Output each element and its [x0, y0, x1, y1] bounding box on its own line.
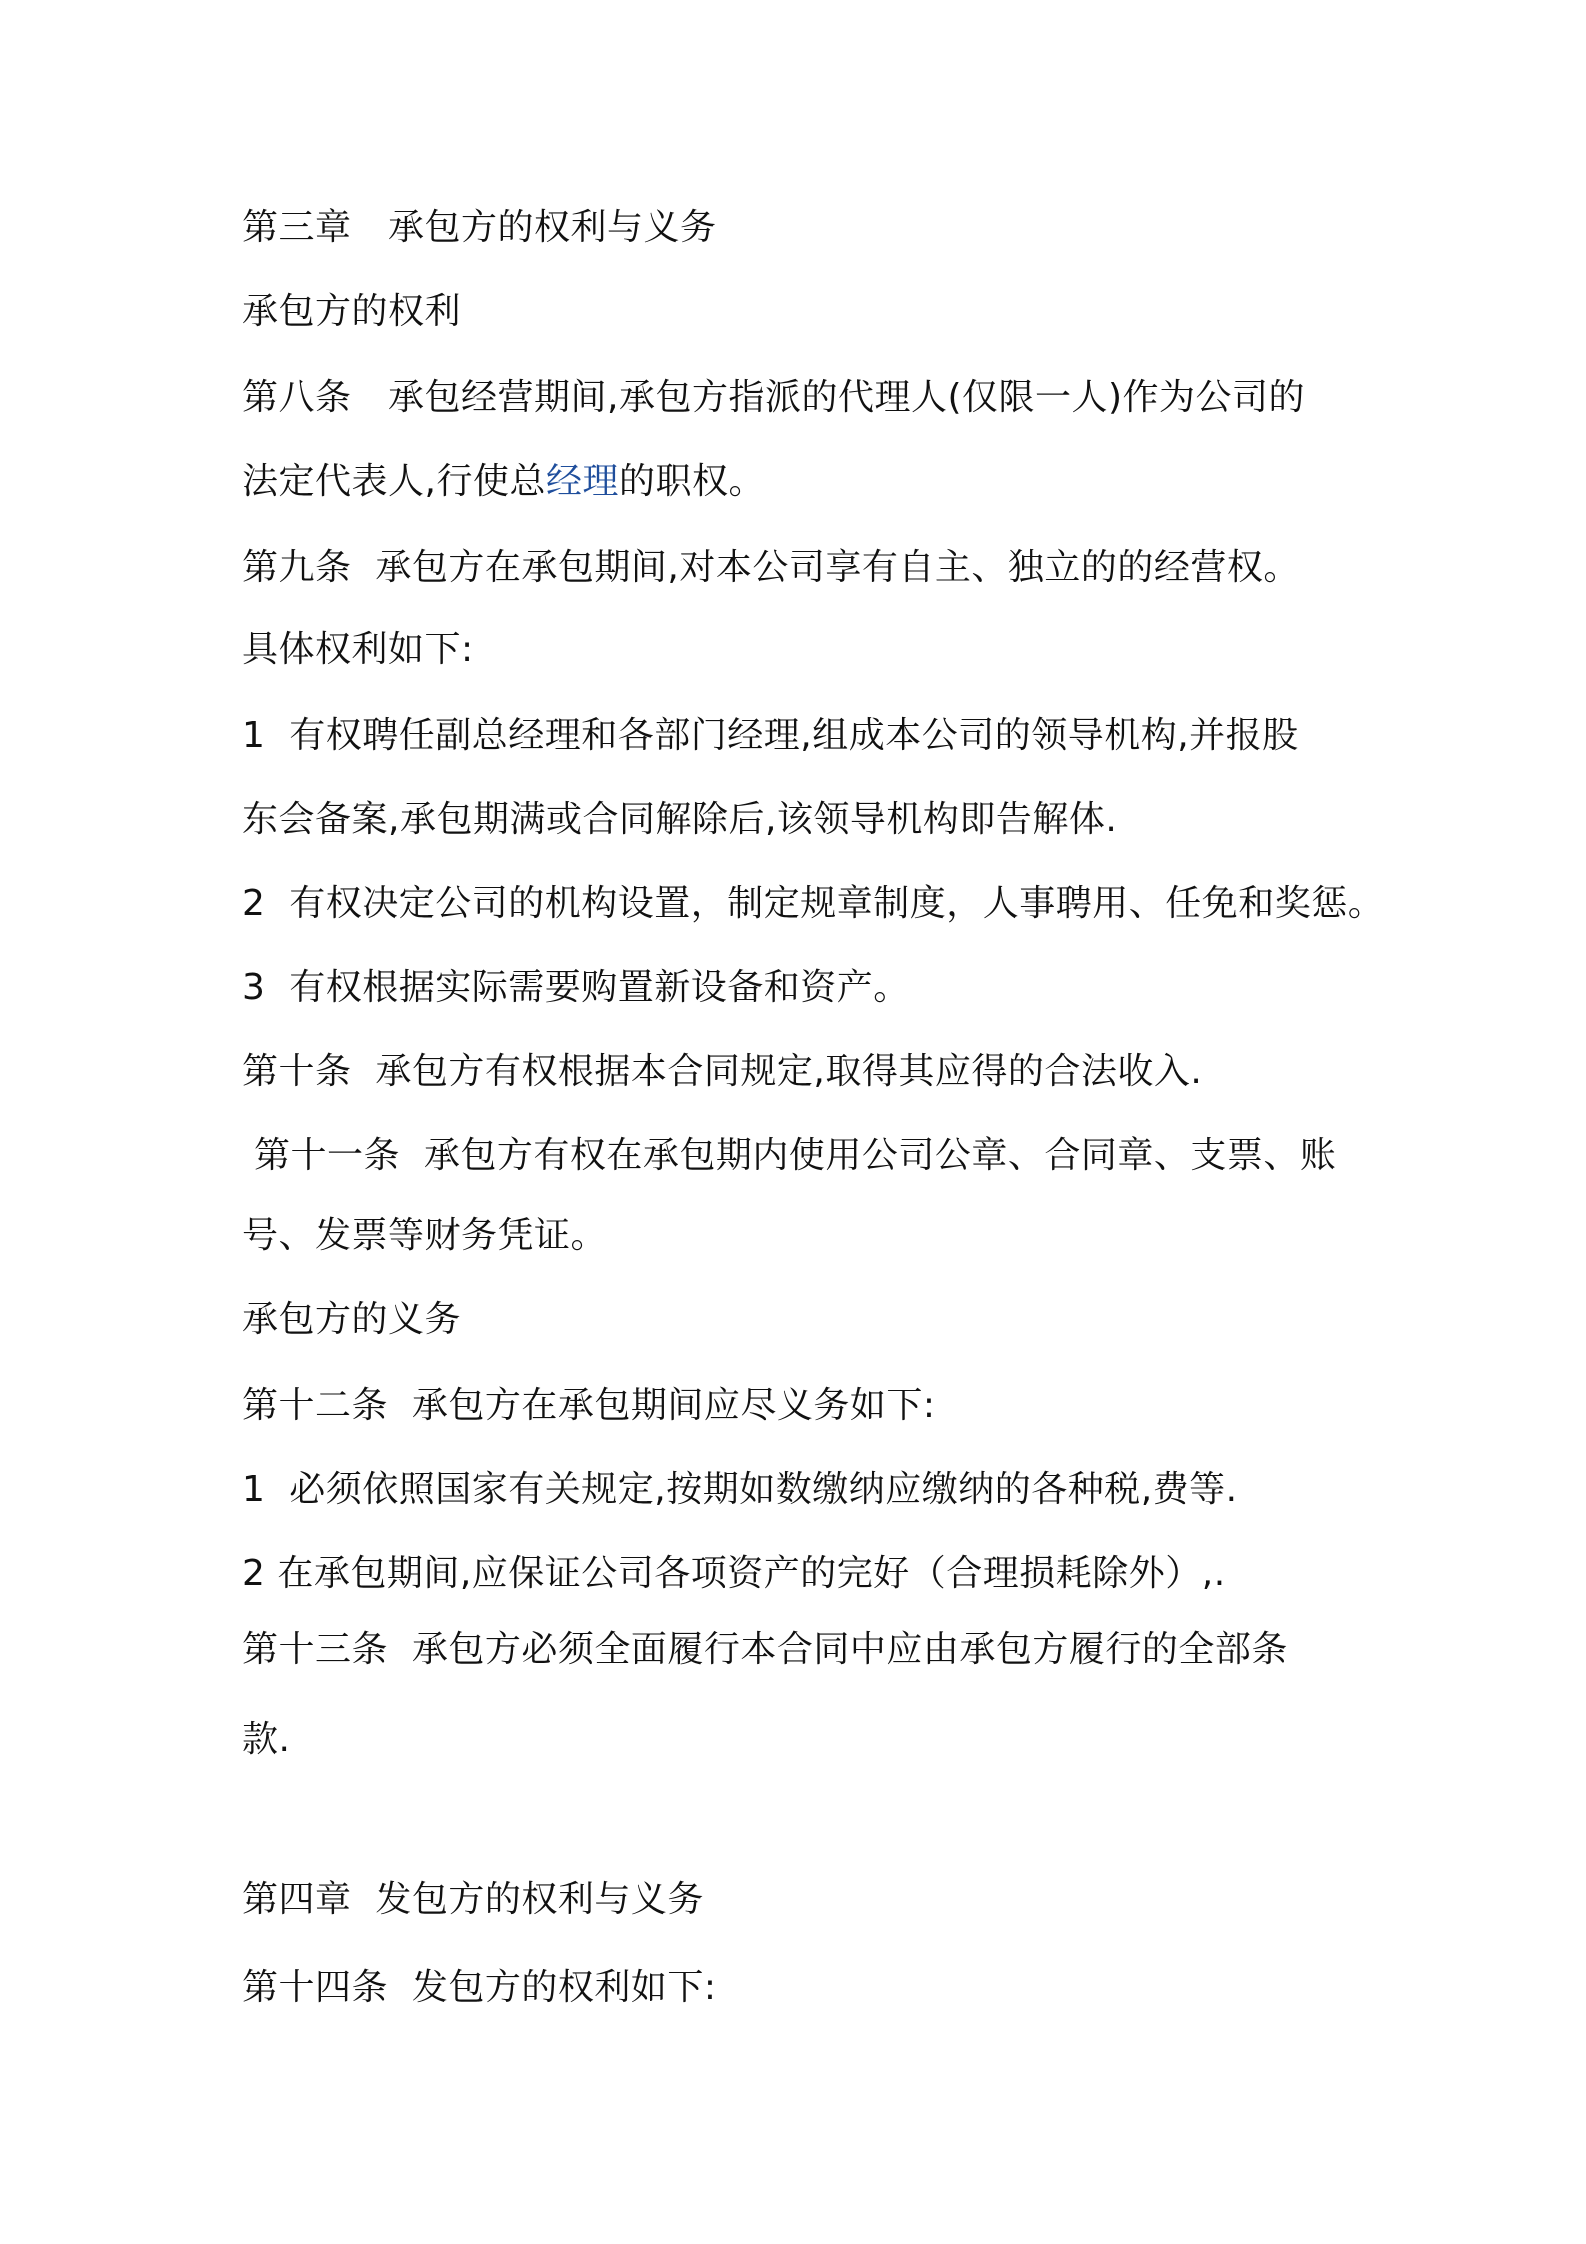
article-13-line-1: 第十三条 承包方必须全面履行本合同中应由承包方履行的全部条: [242, 1629, 1288, 1670]
manager-link[interactable]: 经理: [545, 461, 619, 502]
right-2: 2 有权决定公司的机构设置，制定规章制度，人事聘用、任免和奖惩。: [242, 883, 1385, 924]
article-9-line-2: 具体权利如下:: [242, 629, 474, 670]
article-13-line-2: 款.: [242, 1719, 291, 1760]
obligation-2: 2 在承包期间,应保证公司各项资产的完好（合理损耗除外）,.: [242, 1553, 1226, 1594]
right-1-line-2: 东会备案,承包期满或合同解除后,该领导机构即告解体.: [242, 799, 1118, 840]
chapter-3-heading: 第三章 承包方的权利与义务: [242, 207, 717, 248]
obligation-1: 1 必须依照国家有关规定,按期如数缴纳应缴纳的各种税,费等.: [242, 1469, 1238, 1510]
article-12: 第十二条 承包方在承包期间应尽义务如下:: [242, 1385, 936, 1426]
article-8-line-2: [242, 460, 765, 504]
article-11-line-1: 第十一条 承包方有权在承包期内使用公司公章、合同章、支票、账: [242, 1135, 1337, 1176]
right-3: 3 有权根据实际需要购置新设备和资产。: [242, 967, 910, 1008]
article-10: 第十条 承包方有权根据本合同规定,取得其应得的合法收入.: [242, 1051, 1203, 1092]
right-1-line-1: 1 有权聘任副总经理和各部门经理,组成本公司的领导机构,并报股: [242, 715, 1299, 756]
article-8-line-1: 第八条 承包经营期间,承包方指派的代理人(仅限一人)作为公司的: [242, 377, 1306, 418]
article-11-line-2: 号、发票等财务凭证。: [242, 1215, 608, 1256]
chapter-4-heading: 第四章 发包方的权利与义务: [242, 1879, 704, 1920]
section-contractor-rights: 承包方的权利: [242, 291, 462, 332]
article-14: 第十四条 发包方的权利如下:: [242, 1967, 717, 2008]
article-8-text-end: 的职权。: [618, 461, 765, 502]
section-contractor-obligations: 承包方的义务: [242, 1299, 462, 1340]
article-9-line-1: 第九条 承包方在承包期间,对本公司享有自主、独立的的经营权。: [242, 547, 1300, 588]
article-8-text: 法定代表人,行使总: [242, 461, 546, 502]
